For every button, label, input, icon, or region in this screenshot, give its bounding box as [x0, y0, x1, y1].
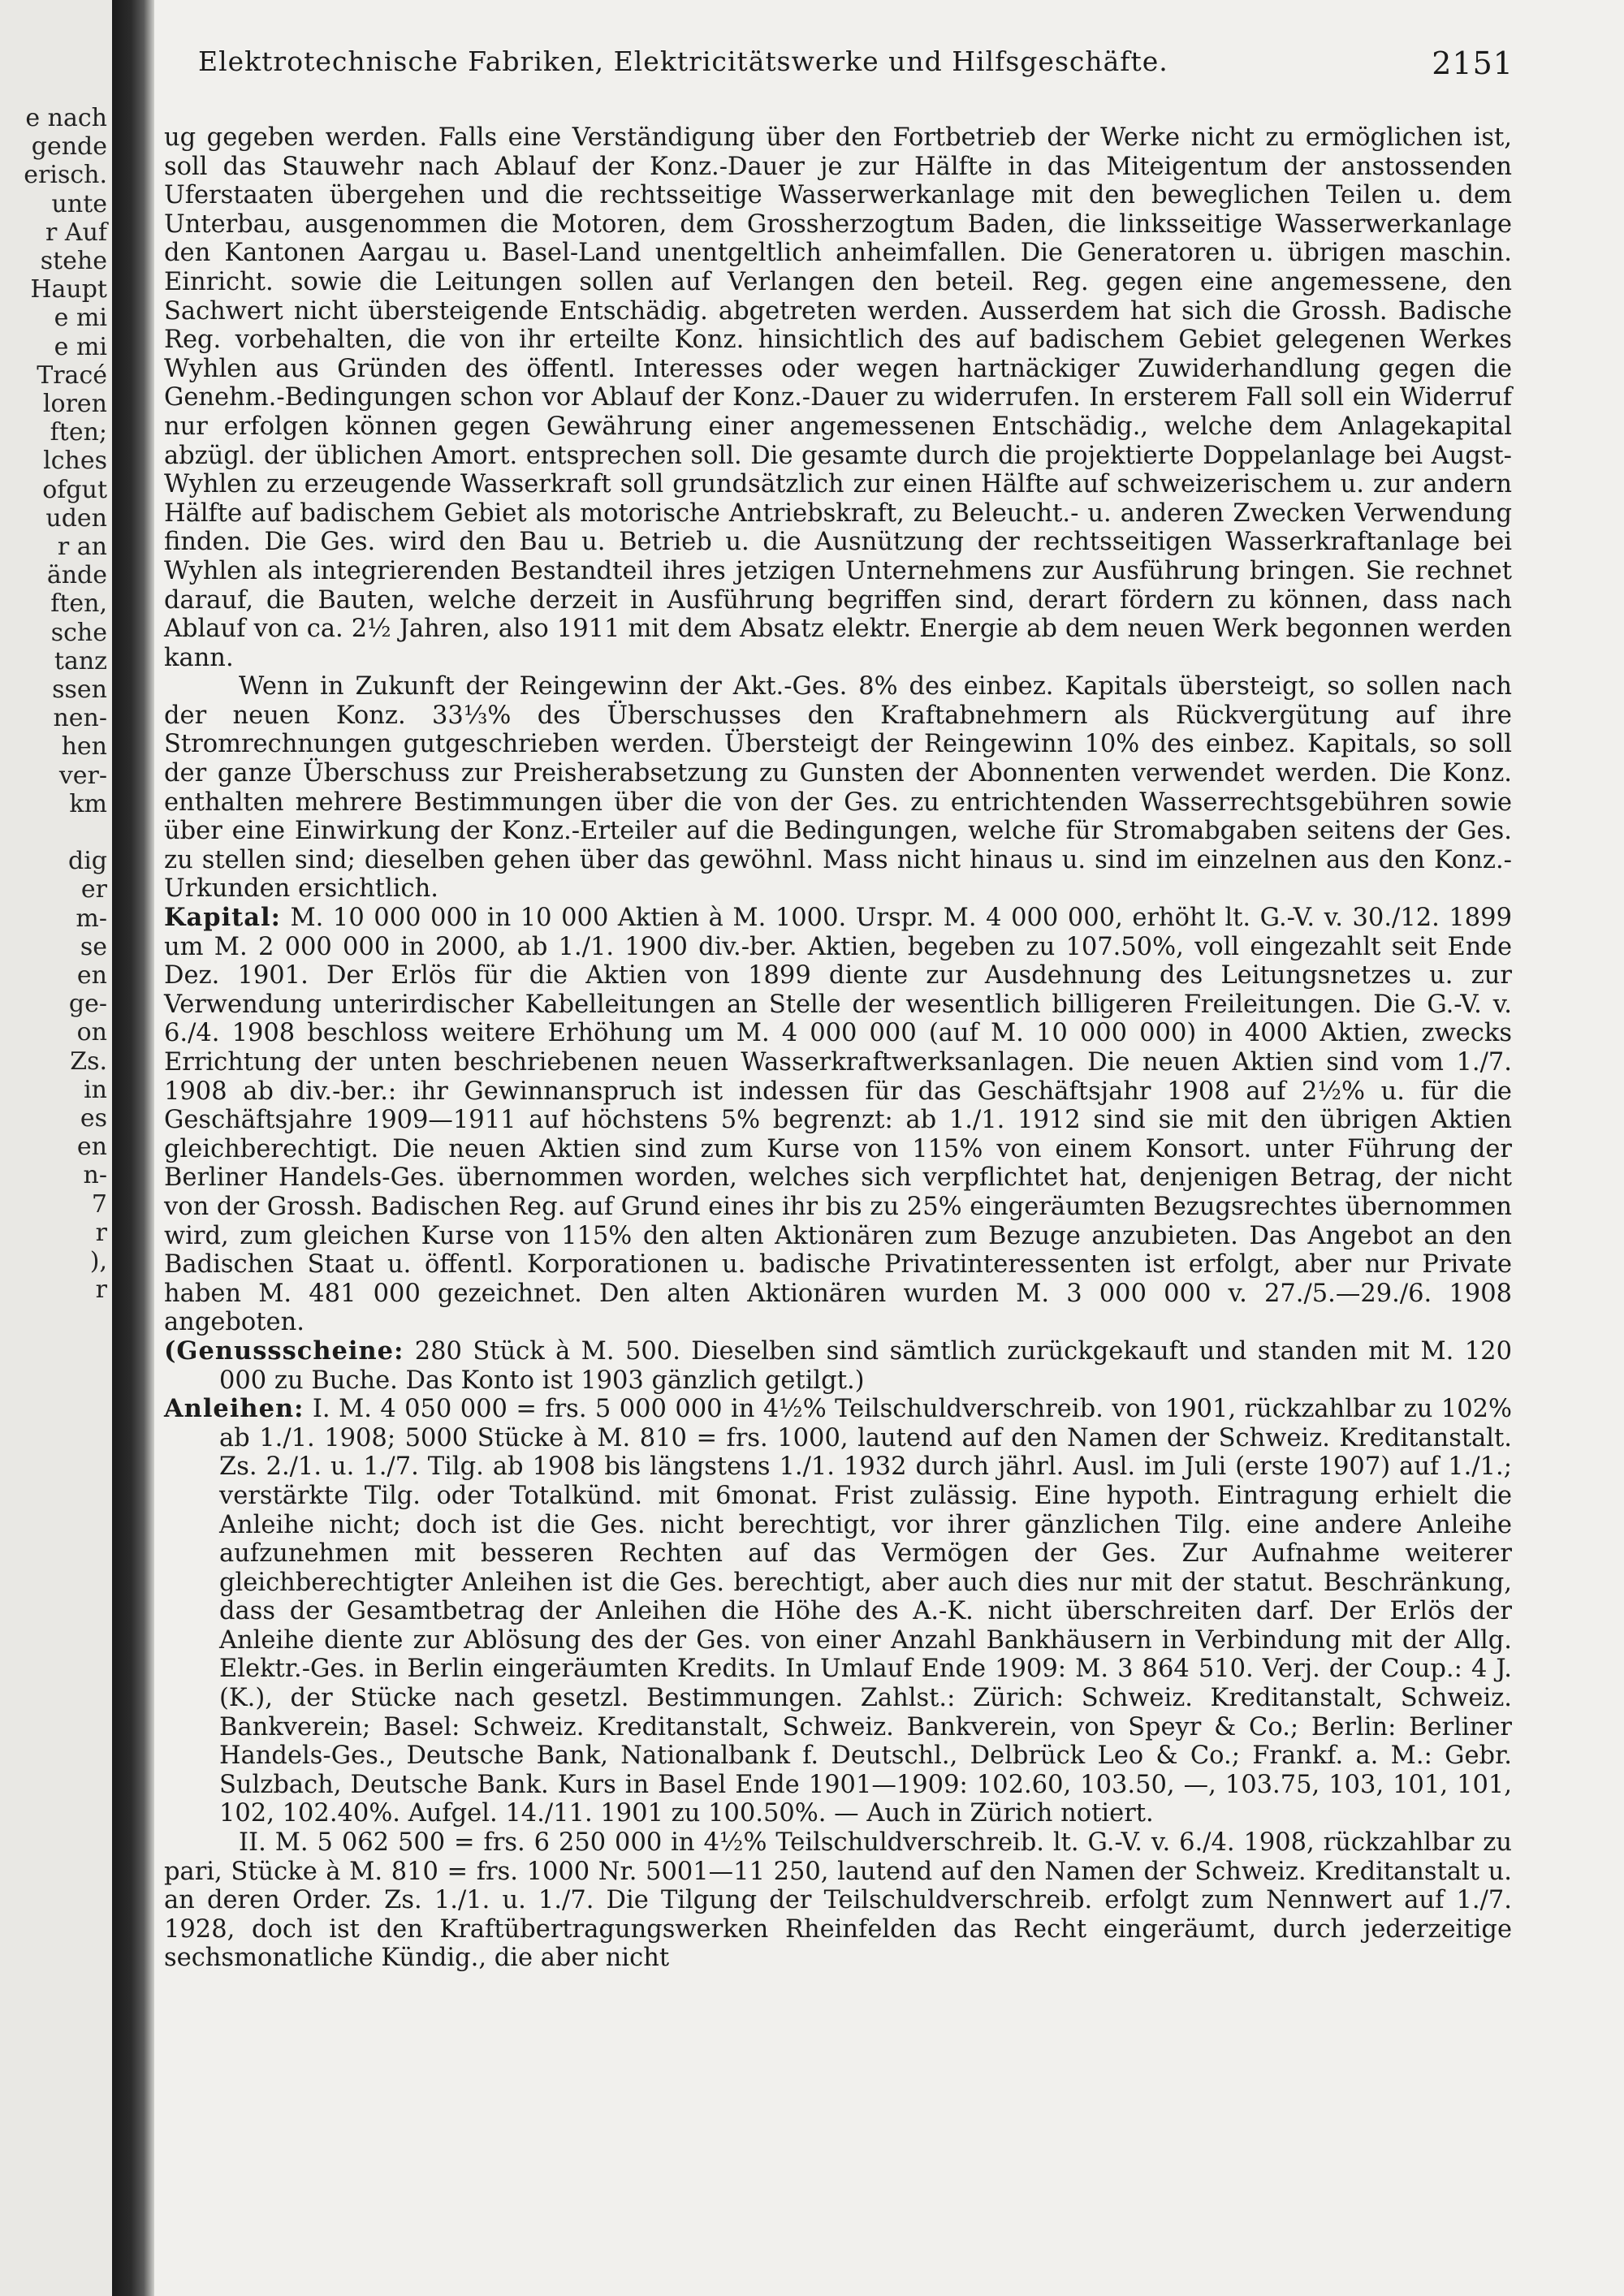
previous-page-fragment: Haupt	[30, 275, 107, 304]
previous-page-fragment: hen	[61, 732, 107, 762]
page-body	[164, 123, 1512, 1973]
previous-page-fragment: es	[80, 1104, 107, 1133]
previous-page-fragment: dig	[67, 847, 107, 876]
previous-page-fragment: en	[76, 961, 107, 990]
previous-page-fragment: e mi	[54, 304, 107, 333]
previous-page-fragment: 7	[91, 1189, 107, 1219]
previous-page-fragment: Zs.	[70, 1047, 107, 1076]
previous-page-fragment: sche	[50, 618, 107, 647]
running-title: Elektrotechnische Fabriken, Elektricitätswerke und Hilfsgeschäfte.	[198, 45, 1168, 77]
section-genussscheine	[164, 1337, 1512, 1395]
paragraph-profit-sharing: Wenn in Zukunft der Reingewinn der Akt.-Ges. 8% des einbez. Kapitals übersteigt, so sollen nach der neuen Konz. 33⅓% des Überschusses den Kraftabnehmern als Rückvergütung auf ihre Stromrechnungen gutgeschrieben werden. Übersteigt der Reingewinn 10% des einbez. Kapitals, so soll der ganze Überschuss zur Preisherabsetzung zu Gunsten der Abonnenten verwendet werden. Die Konz. enthalten mehrere Bestimmungen über die von der Ges. zu entrichtenden Wasserrechtsgebühren sowie über eine Einwirkung der Konz.-Erteiler auf die Bedingungen, welche für Stromabgaben seitens der Ges. zu stellen sind; dieselben gehen über das gewöhnl. Mass nicht hinaus u. sind im einzelnen aus den Konz.-Urkunden ersichtlich.	[164, 672, 1512, 904]
previous-page-fragment: km	[69, 789, 107, 818]
section-label-genussscheine: (Genussscheine:	[164, 1336, 404, 1366]
previous-page-fragment: in	[84, 1075, 107, 1104]
previous-page-fragment: r	[95, 1275, 107, 1305]
section-anleihen	[164, 1395, 1512, 1828]
previous-page-fragment: gende	[31, 132, 107, 162]
previous-page-fragment: ge-	[68, 990, 107, 1019]
previous-page-fragment: unte	[51, 189, 107, 218]
previous-page-fragment: e mi	[54, 332, 107, 361]
section-text-anleihen: I. M. 4 050 000 = frs. 5 000 000 in 4½% Teilschuldverschreib. von 1901, rückzahlbar zu 102% ab 1./1. 1908; 5000 Stücke à M. 810 = frs. 1000, lautend auf den Namen der Schweiz. Kreditanstalt. Zs. 2./1. u. 1./7. Tilg. ab 1908 bis längstens 1./1. 1932 durch jährl. Ausl. im Juli (erste 1907) auf 1./1.; verstärkte Tilg. oder Totalkünd. mit 6monat. Frist zulässig. Eine hypoth. Eintragung erhielt die Anleihe nicht; doch ist die Ges. nicht berechtigt, vor ihrer gänzlichen Tilg. eine andere Anleihe aufzunehmen mit besseren Rechten auf das Vermögen der Ges. Zur Aufnahme weiterer gleichberechtigter Anleihen ist die Ges. berechtigt, aber auch dies nur mit der statut. Beschränkung, dass der Gesamtbetrag der Anleihen die Höhe des A.-K. nicht überschreiten darf. Der Erlös der Anleihe diente zur Ablösung des der Ges. von einer Anzahl Bankhäusern in Verbindung mit der Allg. Elektr.-Ges. in Berlin eingeräumten Kredits. In Umlauf Ende 1909: M. 3 864 510. Verj. der Coup.: 4 J. (K.), der Stücke nach gesetzl. Bestimmungen. Zahlst.: Zürich: Schweiz. Kreditanstalt, Schweiz. Bankverein; Basel: Schweiz. Kreditanstalt, Schweiz. Bankverein, von Speyr & Co.; Berlin: Berliner Handels-Ges., Deutsche Bank, Nationalbank f. Deutschl., Delbrück Leo & Co.; Frankf. a. M.: Gebr. Sulzbach, Deutsche Bank. Kurs in Basel Ende 1901—1909: 102.60, 103.50, —, 103.75, 103, 101, 101, 102, 102.40%. Aufgel. 14./11. 1901 zu 100.50%. — Auch in Zürich notiert.	[219, 1395, 1512, 1828]
previous-page-fragment: on	[76, 1018, 107, 1047]
previous-page-fragment: r an	[57, 533, 107, 561]
previous-page-fragment: ver-	[58, 761, 107, 790]
previous-page-fragment: Tracé	[37, 360, 107, 390]
section-label-anleihen: Anleihen:	[164, 1394, 304, 1424]
previous-page-fragment: n-	[83, 1161, 107, 1190]
page-header	[198, 45, 1514, 84]
previous-page-fragment: ften,	[50, 589, 107, 619]
previous-page-fragment: e nach	[25, 104, 107, 132]
previous-page-fragment: tanz	[54, 646, 107, 675]
previous-page-fragment: ände	[46, 561, 107, 590]
previous-page-fragment: lches	[43, 447, 107, 476]
previous-page-fragment: loren	[42, 390, 107, 418]
previous-page-fragment: ften;	[50, 418, 107, 447]
previous-page-fragment: se	[80, 932, 107, 961]
previous-page-fragment: erisch.	[24, 161, 107, 190]
section-kapital	[164, 904, 1512, 1337]
previous-page-fragment: nen-	[53, 704, 107, 733]
page-number: 2151	[1432, 45, 1514, 81]
previous-page-fragment: ssen	[52, 675, 107, 704]
previous-page-fragment: ),	[89, 1247, 107, 1275]
paragraph-concession-terms: ug gegeben werden. Falls eine Verständigung über den Fortbetrieb der Werke nicht zu ermöglichen ist, soll das Stauwehr nach Ablauf der Konz.-Dauer je zur Hälfte in das Miteigentum der anstossenden Uferstaaten übergehen und die rechtsseitige Wasserwerkanlage mit den beweglichen Teilen u. dem Unterbau, ausgenommen die Motoren, dem Grossherzogtum Baden, die linksseitige Wasserwerkanlage den Kantonen Aargau u. Basel-Land unentgeltlich anheimfallen. Die Generatoren u. übrigen maschin. Einricht. sowie die Leitungen sollen auf Verlangen den beteil. Reg. gegen eine angemessene, den Sachwert nicht übersteigende Entschädig. abgetreten werden. Ausserdem hat sich die Grossh. Badische Reg. vorbehalten, die von ihr erteilte Konz. hinsichtlich des auf badischem Gebiet gelegenen Werkes Wyhlen aus Gründen des öffentl. Interesses oder wegen hartnäckiger Zuwiderhandlung gegen die Genehm.-Bedingungen schon vor Ablauf der Konz.-Dauer zu widerrufen. In ersterem Fall soll ein Widerruf nur erfolgen können gegen Gewährung einer angemessenen Entschädig., welche dem Anlagekapital abzügl. der üblichen Amort. entsprechen soll. Die gesamte durch die projektierte Doppelanlage bei Augst-Wyhlen zu erzeugende Wasserkraft soll grundsätzlich zur einen Hälfte auf schweizerischem u. zur andern Hälfte auf badischem Gebiet als motorische Antriebskraft, zu Beleucht.- u. anderen Zwecken Verwendung finden. Die Ges. wird den Bau u. Betrieb u. die Ausnützung der rechtsseitigen Wasserkraftanlage bei Wyhlen als integrierenden Bestandteil ihres jetzigen Unternehmens zur Ausführung bringen. Sie rechnet darauf, die Bauten, welche derzeit in Ausführung begriffen sind, derart fördern zu können, dass nach Ablauf von ca. 2½ Jahren, also 1911 mit dem Absatz elektr. Energie ab dem neuen Werk begonnen werden kann.	[164, 123, 1512, 672]
previous-page-fragment: r	[95, 1218, 107, 1247]
previous-page-fragment: r Auf	[45, 218, 107, 247]
previous-page-fragment: er	[80, 875, 107, 904]
previous-page-fragment: en	[76, 1133, 107, 1162]
paragraph-anleihe-ii: II. M. 5 062 500 = frs. 6 250 000 in 4½% Teilschuldverschreib. lt. G.-V. v. 6./4. 1908, rückzahlbar zu pari, Stücke à M. 810 = frs. 1000 Nr. 5001—11 250, lautend auf den Namen der Schweiz. Kreditanstalt u. an deren Order. Zs. 1./1. u. 1./7. Die Tilgung der Teilschuldverschreib. erfolgt zum Nennwert auf 1./7. 1928, doch ist den Kraftübertragungswerken Rheinfelden das Recht eingeräumt, durch jederzeitige sechsmonatliche Kündig., die aber nicht	[164, 1828, 1512, 1973]
previous-page-fragment: stehe	[40, 247, 107, 275]
section-text-genussscheine: 280 Stück à M. 500. Dieselben sind sämtlich zurückgekauft und standen mit M. 120 000 zu Buche. Das Konto ist 1903 gänzlich getilgt.)	[219, 1336, 1512, 1395]
section-label-kapital: Kapital:	[164, 903, 281, 933]
previous-page-fragment: uden	[45, 503, 107, 533]
previous-page-fragment: ofgut	[42, 475, 107, 504]
book-binding-gutter	[112, 0, 154, 2296]
previous-page-fragment: m-	[76, 904, 107, 933]
previous-page-sliver	[0, 0, 112, 2296]
section-text-kapital: M. 10 000 000 in 10 000 Aktien à M. 1000. Urspr. M. 4 000 000, erhöht lt. G.-V. v. 30./12. 1899 um M. 2 000 000 in 2000, ab 1./1. 1900 div.-ber. Aktien, begeben zu 107.50%, voll eingezahlt seit Ende Dez. 1901. Der Erlös für die Aktien von 1899 diente zur Ausdehnung des Leitungsnetzes u. zur Verwendung unterirdischer Kabelleitungen an Stelle der wesentlich billigeren Freileitungen. Die G.-V. v. 6./4. 1908 beschloss weitere Erhöhung um M. 4 000 000 (auf M. 10 000 000) in 4000 Aktien, zwecks Errichtung der unten beschriebenen neuen Wasserkraftwerksanlagen. Die neuen Aktien sind vom 1./7. 1908 ab div.-ber.: ihr Gewinnanspruch ist indessen für das Geschäftsjahr 1908 auf 2½% u. für die Geschäftsjahre 1909—1911 auf höchstens 5% begrenzt: ab 1./1. 1912 sind sie mit den übrigen Aktien gleichberechtigt. Die neuen Aktien sind zum Kurse von 115% von einem Konsort. unter Führung der Berliner Handels-Ges. übernommen worden, welches sich verpflichtet hat, denjenigen Betrag, der nicht von der Grossh. Badischen Reg. auf Grund eines ihr bis zu 25% eingeräumten Bezugsrechtes übernommen wird, zum gleichen Kurse von 115% den alten Aktionären zum Bezuge anzubieten. Das Angebot an den Badischen Staat u. öffentl. Korporationen u. badische Privatinteressenten ist erfolgt, aber nur Private haben M. 481 000 gezeichnet. Den alten Aktionären wurden M. 3 000 000 v. 27./5.—29./6. 1908 angeboten.	[164, 904, 1512, 1337]
